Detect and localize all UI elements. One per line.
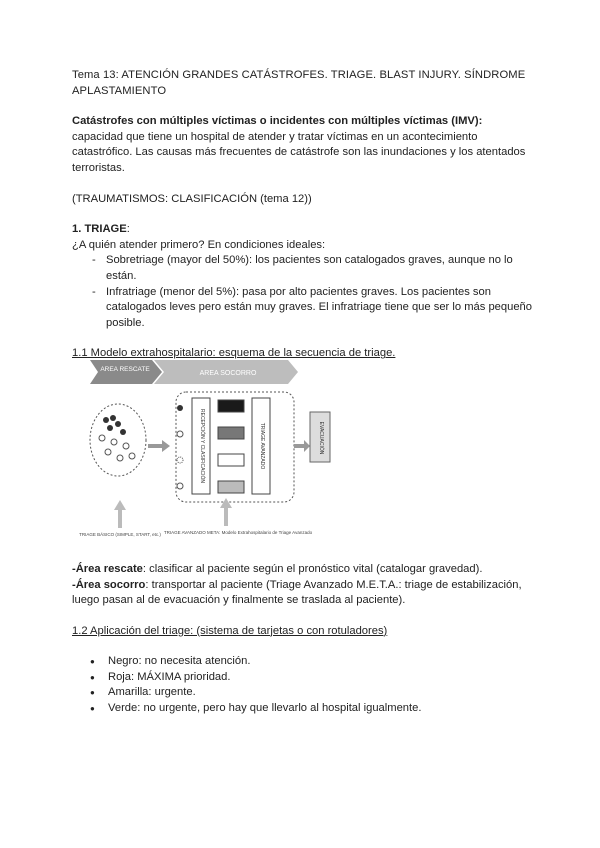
- up-arrow-basic: [114, 500, 126, 528]
- advanced-triage-caption: TRIAGE AVANZADO META: Modelo Extrahospitalario de Triage Avanzado: [163, 530, 313, 535]
- rescate-paragraph: [72, 562, 532, 578]
- status-dots: [177, 405, 183, 489]
- basic-triage-caption: TRIAGE BÁSICO (SIMPLE, START, etc.): [79, 532, 161, 537]
- socorro-text: : transportar al paciente (Triage Avanzado M.E.T.A.: triage de estabilización, luego pasan al de evacuación y finalmente se traslada al paciente).: [72, 578, 522, 607]
- victims-group: [103, 415, 126, 435]
- victims-outline-group: [99, 435, 135, 461]
- advanced-column-label: TRIAGE AVANZADO: [259, 422, 265, 470]
- section-1-colon: :: [126, 223, 130, 236]
- list-item-negro: ● Negro: no necesita atención.: [72, 654, 532, 670]
- intro-paragraph: [72, 114, 532, 176]
- socorro-paragraph: [72, 578, 532, 609]
- arrow-to-evacuation: [294, 440, 310, 452]
- area-rescate-label: AREA RESCATE: [100, 366, 150, 373]
- list-item-infratriage: - Infratriage (menor del 5%): pasa por alto pacientes graves. Los pacientes son catalogados leves pero están muy graves. El infratriage tiene que ser lo más pequeño posible.: [72, 285, 532, 332]
- rescate-zone: [90, 404, 146, 476]
- rescate-term: -Área rescate: [72, 562, 143, 575]
- triage-list: [72, 253, 532, 331]
- reception-column-label: RECEPCIÓN Y CLASIFICACIÓN: [199, 409, 205, 483]
- arrow-to-socorro: [148, 440, 170, 452]
- tag-cards: [218, 400, 244, 493]
- section-1-1-heading: 1.1 Modelo extrahospitalario: esquema de la secuencia de triage.: [72, 347, 396, 360]
- list-item-amarilla: ● Amarilla: urgente.: [72, 685, 532, 701]
- section-1-heading: [72, 222, 532, 238]
- section-1-title: 1. TRIAGE: [72, 223, 127, 236]
- color-card-list: [72, 654, 532, 716]
- area-socorro-label: AREA SOCORRO: [199, 370, 257, 377]
- section-1-question: ¿A quién atender primero? En condiciones ideales:: [72, 238, 326, 251]
- intro-term: Catástrofes con múltiples víctimas o incidentes con múltiples víctimas (IMV):: [72, 115, 483, 128]
- triage-sequence-diagram: [79, 360, 338, 555]
- list-item-sobretriage: - Sobretriage (mayor del 50%): los pacientes son catalogados graves, aunque no lo están.: [72, 253, 532, 284]
- rescate-text: : clasificar al paciente según el pronóstico vital (catalogar gravedad).: [142, 562, 483, 575]
- socorro-term: -Área socorro: [72, 578, 146, 591]
- cross-reference-note: (TRAUMATISMOS: CLASIFICACIÓN (tema 12)): [72, 192, 312, 205]
- section-1-2-heading: 1.2 Aplicación del triage: (sistema de tarjetas o con rotuladores): [72, 624, 388, 637]
- evacuation-label: EVACUACIÓN: [318, 421, 324, 455]
- list-item-roja: ● Roja: MÁXIMA prioridad.: [72, 670, 532, 686]
- list-item-verde: ● Verde: no urgente, pero hay que llevarlo al hospital igualmente.: [72, 701, 532, 717]
- page-title: Tema 13: ATENCIÓN GRANDES CATÁSTROFES. TRIAGE. BLAST INJURY. SÍNDROME APLASTAMIENTO: [72, 69, 526, 97]
- intro-definition: capacidad que tiene un hospital de atender y tratar víctimas en un acontecimiento catastrófico. Las causas más frecuentes de catástrofe son las inundaciones y los atentados terroristas.: [72, 130, 526, 174]
